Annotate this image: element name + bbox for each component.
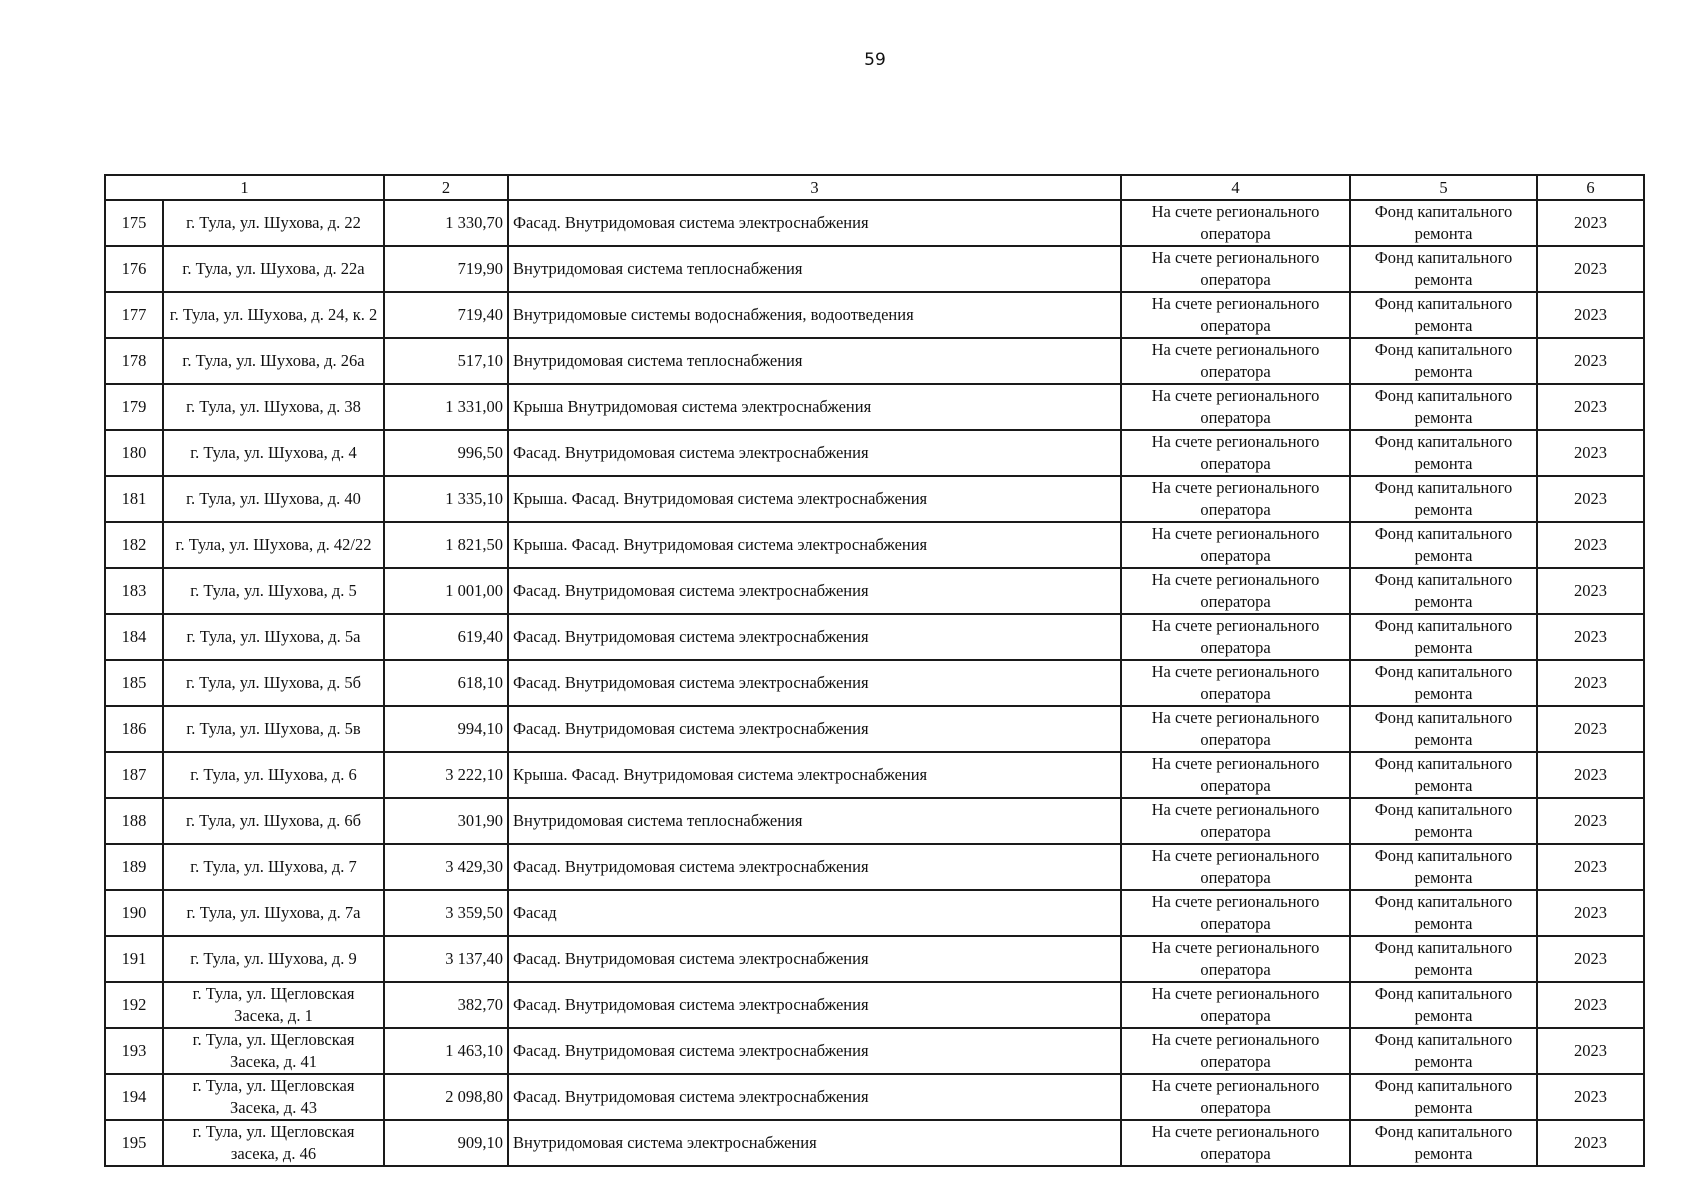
row-number: 187 — [105, 752, 163, 798]
table-row — [105, 890, 1644, 936]
row-number: 177 — [105, 292, 163, 338]
area-cell: 301,90 — [384, 798, 508, 844]
area-cell: 619,40 — [384, 614, 508, 660]
fund-account-cell: На счете регионального оператора — [1121, 890, 1350, 936]
table-row — [105, 1028, 1644, 1074]
address-cell: г. Тула, ул. Шухова, д. 40 — [163, 476, 384, 522]
year-cell: 2023 — [1537, 706, 1644, 752]
row-number: 179 — [105, 384, 163, 430]
works-cell: Фасад. Внутридомовая система электроснабжения — [508, 844, 1121, 890]
row-number: 175 — [105, 200, 163, 246]
area-cell: 996,50 — [384, 430, 508, 476]
table-row — [105, 292, 1644, 338]
table-row — [105, 476, 1644, 522]
works-cell: Крыша. Фасад. Внутридомовая система электроснабжения — [508, 476, 1121, 522]
funding-source-cell: Фонд капитального ремонта — [1350, 476, 1537, 522]
column-header-5: 5 — [1350, 175, 1537, 200]
year-cell: 2023 — [1537, 890, 1644, 936]
year-cell: 2023 — [1537, 752, 1644, 798]
fund-account-cell: На счете регионального оператора — [1121, 660, 1350, 706]
fund-account-cell: На счете регионального оператора — [1121, 476, 1350, 522]
area-cell: 3 359,50 — [384, 890, 508, 936]
column-header-1: 1 — [105, 175, 384, 200]
funding-source-cell: Фонд капитального ремонта — [1350, 430, 1537, 476]
address-cell: г. Тула, ул. Шухова, д. 7 — [163, 844, 384, 890]
fund-account-cell: На счете регионального оператора — [1121, 982, 1350, 1028]
funding-source-cell: Фонд капитального ремонта — [1350, 614, 1537, 660]
funding-source-cell: Фонд капитального ремонта — [1350, 706, 1537, 752]
funding-source-cell: Фонд капитального ремонта — [1350, 1120, 1537, 1166]
works-cell: Фасад. Внутридомовая система электроснабжения — [508, 706, 1121, 752]
area-cell: 909,10 — [384, 1120, 508, 1166]
address-cell: г. Тула, ул. Щегловская засека, д. 46 — [163, 1120, 384, 1166]
funding-source-cell: Фонд капитального ремонта — [1350, 384, 1537, 430]
fund-account-cell: На счете регионального оператора — [1121, 1120, 1350, 1166]
row-number: 188 — [105, 798, 163, 844]
address-cell: г. Тула, ул. Шухова, д. 22 — [163, 200, 384, 246]
address-cell: г. Тула, ул. Шухова, д. 9 — [163, 936, 384, 982]
year-cell: 2023 — [1537, 200, 1644, 246]
address-cell: г. Тула, ул. Шухова, д. 4 — [163, 430, 384, 476]
address-cell: г. Тула, ул. Шухова, д. 5 — [163, 568, 384, 614]
fund-account-cell: На счете регионального оператора — [1121, 568, 1350, 614]
column-header-6: 6 — [1537, 175, 1644, 200]
column-header-3: 3 — [508, 175, 1121, 200]
repair-register-table — [104, 174, 1645, 1167]
table-row — [105, 660, 1644, 706]
address-cell: г. Тула, ул. Шухова, д. 5в — [163, 706, 384, 752]
year-cell: 2023 — [1537, 338, 1644, 384]
fund-account-cell: На счете регионального оператора — [1121, 292, 1350, 338]
year-cell: 2023 — [1537, 982, 1644, 1028]
funding-source-cell: Фонд капитального ремонта — [1350, 798, 1537, 844]
works-cell: Фасад. Внутридомовая система электроснабжения — [508, 430, 1121, 476]
funding-source-cell: Фонд капитального ремонта — [1350, 890, 1537, 936]
area-cell: 1 331,00 — [384, 384, 508, 430]
year-cell: 2023 — [1537, 522, 1644, 568]
row-number: 191 — [105, 936, 163, 982]
address-cell: г. Тула, ул. Щегловская Засека, д. 41 — [163, 1028, 384, 1074]
row-number: 193 — [105, 1028, 163, 1074]
works-cell: Фасад. Внутридомовая система электроснабжения — [508, 936, 1121, 982]
year-cell: 2023 — [1537, 430, 1644, 476]
year-cell: 2023 — [1537, 660, 1644, 706]
address-cell: г. Тула, ул. Шухова, д. 26а — [163, 338, 384, 384]
funding-source-cell: Фонд капитального ремонта — [1350, 660, 1537, 706]
address-cell: г. Тула, ул. Щегловская Засека, д. 43 — [163, 1074, 384, 1120]
works-cell: Внутридомовая система теплоснабжения — [508, 338, 1121, 384]
area-cell: 3 137,40 — [384, 936, 508, 982]
year-cell: 2023 — [1537, 844, 1644, 890]
fund-account-cell: На счете регионального оператора — [1121, 844, 1350, 890]
table-row — [105, 384, 1644, 430]
row-number: 180 — [105, 430, 163, 476]
funding-source-cell: Фонд капитального ремонта — [1350, 568, 1537, 614]
year-cell: 2023 — [1537, 476, 1644, 522]
address-cell: г. Тула, ул. Шухова, д. 38 — [163, 384, 384, 430]
address-cell: г. Тула, ул. Шухова, д. 42/22 — [163, 522, 384, 568]
year-cell: 2023 — [1537, 1074, 1644, 1120]
year-cell: 2023 — [1537, 1120, 1644, 1166]
funding-source-cell: Фонд капитального ремонта — [1350, 1028, 1537, 1074]
year-cell: 2023 — [1537, 1028, 1644, 1074]
works-cell: Крыша. Фасад. Внутридомовая система электроснабжения — [508, 522, 1121, 568]
row-number: 185 — [105, 660, 163, 706]
fund-account-cell: На счете регионального оператора — [1121, 1028, 1350, 1074]
fund-account-cell: На счете регионального оператора — [1121, 522, 1350, 568]
page-number: 59 — [864, 50, 886, 70]
works-cell: Крыша Внутридомовая система электроснабжения — [508, 384, 1121, 430]
row-number: 186 — [105, 706, 163, 752]
year-cell: 2023 — [1537, 798, 1644, 844]
row-number: 183 — [105, 568, 163, 614]
table-row — [105, 982, 1644, 1028]
table-row — [105, 430, 1644, 476]
fund-account-cell: На счете регионального оператора — [1121, 936, 1350, 982]
column-number-header-row — [105, 175, 1644, 200]
area-cell: 1 335,10 — [384, 476, 508, 522]
funding-source-cell: Фонд капитального ремонта — [1350, 982, 1537, 1028]
funding-source-cell: Фонд капитального ремонта — [1350, 522, 1537, 568]
row-number: 178 — [105, 338, 163, 384]
table-row — [105, 246, 1644, 292]
works-cell: Фасад. Внутридомовая система электроснабжения — [508, 660, 1121, 706]
row-number: 189 — [105, 844, 163, 890]
area-cell: 719,90 — [384, 246, 508, 292]
year-cell: 2023 — [1537, 614, 1644, 660]
address-cell: г. Тула, ул. Шухова, д. 22а — [163, 246, 384, 292]
row-number: 184 — [105, 614, 163, 660]
row-number: 195 — [105, 1120, 163, 1166]
row-number: 176 — [105, 246, 163, 292]
fund-account-cell: На счете регионального оператора — [1121, 338, 1350, 384]
table-row — [105, 752, 1644, 798]
fund-account-cell: На счете регионального оператора — [1121, 614, 1350, 660]
table-row — [105, 200, 1644, 246]
table-row — [105, 706, 1644, 752]
funding-source-cell: Фонд капитального ремонта — [1350, 246, 1537, 292]
funding-source-cell: Фонд капитального ремонта — [1350, 752, 1537, 798]
row-number: 190 — [105, 890, 163, 936]
table-body — [105, 175, 1644, 1166]
year-cell: 2023 — [1537, 246, 1644, 292]
area-cell: 3 222,10 — [384, 752, 508, 798]
address-cell: г. Тула, ул. Шухова, д. 5б — [163, 660, 384, 706]
row-number: 181 — [105, 476, 163, 522]
table-row — [105, 614, 1644, 660]
works-cell: Крыша. Фасад. Внутридомовая система электроснабжения — [508, 752, 1121, 798]
works-cell: Фасад — [508, 890, 1121, 936]
fund-account-cell: На счете регионального оператора — [1121, 200, 1350, 246]
area-cell: 3 429,30 — [384, 844, 508, 890]
fund-account-cell: На счете регионального оператора — [1121, 430, 1350, 476]
works-cell: Фасад. Внутридомовая система электроснабжения — [508, 982, 1121, 1028]
row-number: 192 — [105, 982, 163, 1028]
fund-account-cell: На счете регионального оператора — [1121, 1074, 1350, 1120]
address-cell: г. Тула, ул. Шухова, д. 6б — [163, 798, 384, 844]
funding-source-cell: Фонд капитального ремонта — [1350, 200, 1537, 246]
area-cell: 1 463,10 — [384, 1028, 508, 1074]
table-row — [105, 568, 1644, 614]
funding-source-cell: Фонд капитального ремонта — [1350, 338, 1537, 384]
funding-source-cell: Фонд капитального ремонта — [1350, 292, 1537, 338]
address-cell: г. Тула, ул. Щегловская Засека, д. 1 — [163, 982, 384, 1028]
area-cell: 1 330,70 — [384, 200, 508, 246]
works-cell: Фасад. Внутридомовая система электроснабжения — [508, 1028, 1121, 1074]
fund-account-cell: На счете регионального оператора — [1121, 706, 1350, 752]
table-row — [105, 798, 1644, 844]
works-cell: Внутридомовая система электроснабжения — [508, 1120, 1121, 1166]
year-cell: 2023 — [1537, 292, 1644, 338]
year-cell: 2023 — [1537, 568, 1644, 614]
year-cell: 2023 — [1537, 384, 1644, 430]
fund-account-cell: На счете регионального оператора — [1121, 752, 1350, 798]
works-cell: Внутридомовые системы водоснабжения, водоотведения — [508, 292, 1121, 338]
row-number: 194 — [105, 1074, 163, 1120]
table-row — [105, 338, 1644, 384]
area-cell: 2 098,80 — [384, 1074, 508, 1120]
works-cell: Внутридомовая система теплоснабжения — [508, 798, 1121, 844]
table-row — [105, 522, 1644, 568]
address-cell: г. Тула, ул. Шухова, д. 6 — [163, 752, 384, 798]
address-cell: г. Тула, ул. Шухова, д. 24, к. 2 — [163, 292, 384, 338]
area-cell: 1 821,50 — [384, 522, 508, 568]
table-row — [105, 844, 1644, 890]
column-header-2: 2 — [384, 175, 508, 200]
table-row — [105, 936, 1644, 982]
table-row — [105, 1074, 1644, 1120]
funding-source-cell: Фонд капитального ремонта — [1350, 936, 1537, 982]
fund-account-cell: На счете регионального оператора — [1121, 246, 1350, 292]
row-number: 182 — [105, 522, 163, 568]
works-cell: Фасад. Внутридомовая система электроснабжения — [508, 568, 1121, 614]
year-cell: 2023 — [1537, 936, 1644, 982]
works-cell: Фасад. Внутридомовая система электроснабжения — [508, 614, 1121, 660]
works-cell: Внутридомовая система теплоснабжения — [508, 246, 1121, 292]
area-cell: 994,10 — [384, 706, 508, 752]
area-cell: 382,70 — [384, 982, 508, 1028]
column-header-4: 4 — [1121, 175, 1350, 200]
funding-source-cell: Фонд капитального ремонта — [1350, 1074, 1537, 1120]
area-cell: 517,10 — [384, 338, 508, 384]
area-cell: 618,10 — [384, 660, 508, 706]
area-cell: 719,40 — [384, 292, 508, 338]
fund-account-cell: На счете регионального оператора — [1121, 384, 1350, 430]
table-row — [105, 1120, 1644, 1166]
works-cell: Фасад. Внутридомовая система электроснабжения — [508, 1074, 1121, 1120]
works-cell: Фасад. Внутридомовая система электроснабжения — [508, 200, 1121, 246]
address-cell: г. Тула, ул. Шухова, д. 7а — [163, 890, 384, 936]
area-cell: 1 001,00 — [384, 568, 508, 614]
funding-source-cell: Фонд капитального ремонта — [1350, 844, 1537, 890]
address-cell: г. Тула, ул. Шухова, д. 5а — [163, 614, 384, 660]
fund-account-cell: На счете регионального оператора — [1121, 798, 1350, 844]
